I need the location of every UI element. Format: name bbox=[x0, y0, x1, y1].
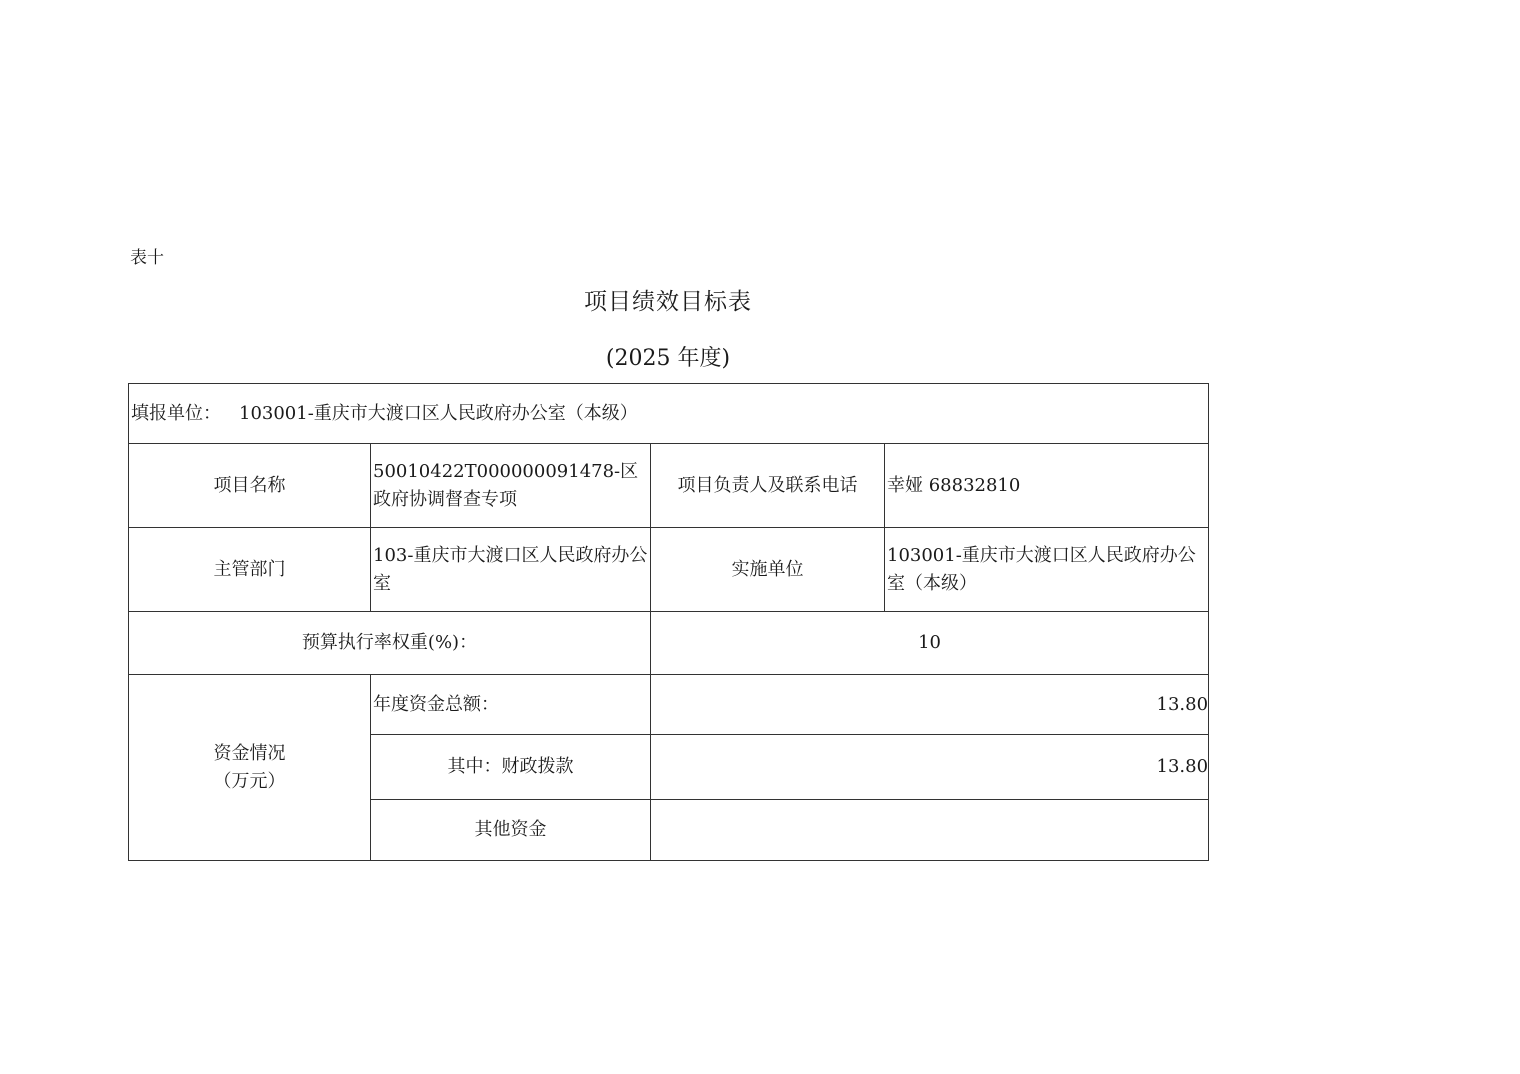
dept-label: 主管部门 bbox=[129, 528, 371, 612]
project-name-value: 50010422T000000091478-区政府协调督查专项 bbox=[371, 444, 651, 528]
project-name-label: 项目名称 bbox=[129, 444, 371, 528]
fiscal-value: 13.80 bbox=[651, 735, 1209, 800]
unit-label: 填报单位： bbox=[131, 402, 221, 424]
contact-label: 项目负责人及联系电话 bbox=[651, 444, 885, 528]
project-name-row bbox=[129, 444, 1209, 528]
table-number: 表十 bbox=[130, 248, 164, 268]
annual-total-value: 13.80 bbox=[651, 675, 1209, 735]
dept-value: 103-重庆市大渡口区人民政府办公室 bbox=[371, 528, 651, 612]
other-funds-label: 其他资金 bbox=[371, 800, 651, 861]
funds-label: 资金情况 bbox=[213, 742, 286, 764]
contact-value: 幸娅 68832810 bbox=[885, 444, 1209, 528]
unit-value: 103001-重庆市大渡口区人民政府办公室（本级） bbox=[239, 402, 638, 424]
department-row bbox=[129, 528, 1209, 612]
impl-label: 实施单位 bbox=[651, 528, 885, 612]
page-title: 项目绩效目标表 bbox=[584, 289, 752, 315]
budget-weight-row bbox=[129, 612, 1209, 675]
unit-cell bbox=[129, 384, 1209, 444]
performance-target-table bbox=[128, 383, 1209, 861]
page-subtitle: (2025 年度) bbox=[605, 346, 731, 371]
budget-weight-value: 10 bbox=[651, 612, 1209, 675]
budget-weight-label: 预算执行率权重(%)： bbox=[129, 612, 651, 675]
unit-row bbox=[129, 384, 1209, 444]
funds-label-cell bbox=[129, 675, 371, 861]
fiscal-label: 其中：财政拨款 bbox=[371, 735, 651, 800]
annual-total-label: 年度资金总额： bbox=[371, 675, 651, 735]
impl-value: 103001-重庆市大渡口区人民政府办公室（本级） bbox=[885, 528, 1209, 612]
annual-total-row bbox=[129, 675, 1209, 735]
other-funds-value bbox=[651, 800, 1209, 861]
funds-unit: （万元） bbox=[213, 770, 286, 792]
